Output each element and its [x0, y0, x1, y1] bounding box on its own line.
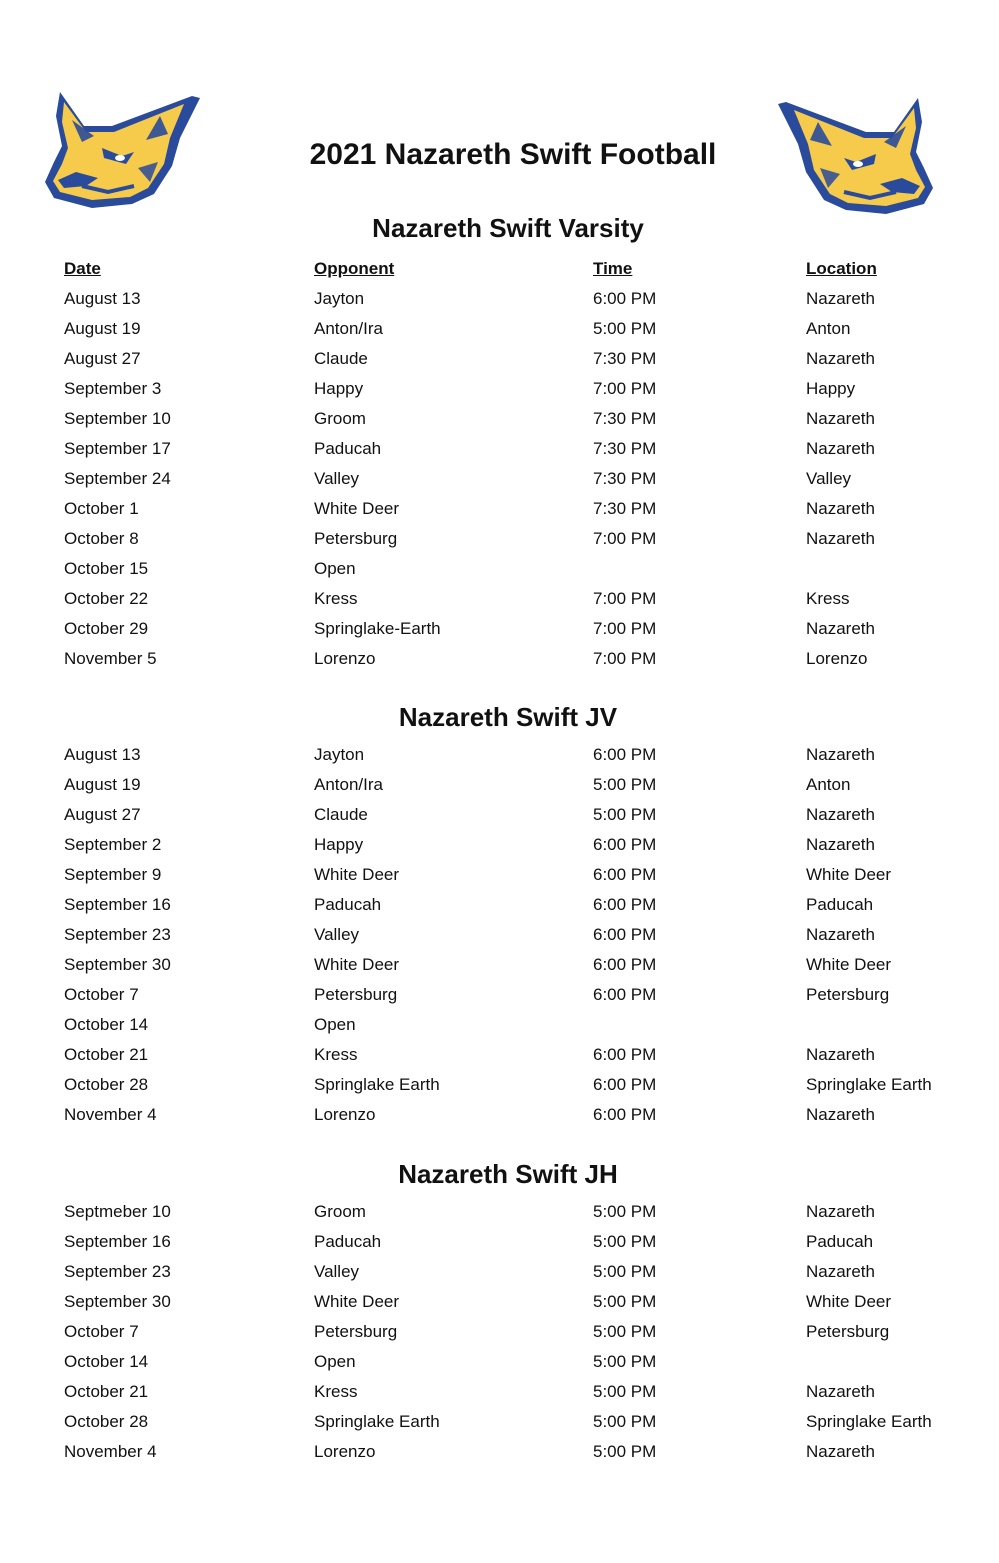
table-row	[0, 1287, 999, 1317]
table-row	[0, 1347, 999, 1377]
game-time: 6:00 PM	[593, 865, 657, 884]
game-opponent: Springlake Earth	[314, 1075, 440, 1094]
game-opponent: Claude	[314, 349, 368, 368]
game-date: Septmeber 10	[64, 1202, 171, 1221]
table-row	[0, 1070, 999, 1100]
game-time: 5:00 PM	[593, 805, 657, 824]
game-opponent: Paducah	[314, 1232, 382, 1251]
game-location: Nazareth	[806, 745, 875, 764]
table-row	[0, 614, 999, 644]
game-date: October 14	[64, 1352, 149, 1371]
game-time: 5:00 PM	[593, 1322, 657, 1341]
game-opponent: Lorenzo	[314, 1105, 376, 1124]
game-date: October 7	[64, 1322, 139, 1341]
game-location: Kress	[806, 589, 850, 608]
game-date: October 15	[64, 559, 149, 578]
game-date: October 22	[64, 589, 149, 608]
table-row	[0, 1437, 999, 1467]
game-opponent: Paducah	[314, 895, 382, 914]
table-row	[0, 1257, 999, 1287]
table-row	[0, 1407, 999, 1437]
game-location: Anton	[806, 319, 851, 338]
column-header-location: Location	[806, 259, 877, 278]
table-row	[0, 740, 999, 770]
table-row	[0, 1040, 999, 1070]
game-time: 6:00 PM	[593, 1105, 657, 1124]
game-location: Nazareth	[806, 289, 875, 308]
game-opponent: Lorenzo	[314, 1442, 376, 1461]
game-date: September 24	[64, 469, 171, 488]
game-time: 6:00 PM	[593, 1075, 657, 1094]
section-title-jh: Nazareth Swift JH	[398, 1159, 618, 1189]
game-location: White Deer	[806, 1292, 892, 1311]
table-row	[0, 584, 999, 614]
game-time: 7:00 PM	[593, 379, 657, 398]
game-date: August 19	[64, 775, 141, 794]
game-opponent: White Deer	[314, 499, 400, 518]
game-location: Nazareth	[806, 1202, 875, 1221]
game-time: 5:00 PM	[593, 1442, 657, 1461]
column-header-opponent: Opponent	[314, 259, 395, 278]
table-row	[0, 1197, 999, 1227]
game-time: 6:00 PM	[593, 835, 657, 854]
table-row	[0, 434, 999, 464]
game-date: September 10	[64, 409, 171, 428]
game-date: October 21	[64, 1382, 149, 1401]
game-time: 7:30 PM	[593, 499, 657, 518]
game-date: September 16	[64, 1232, 171, 1251]
game-opponent: Groom	[314, 409, 366, 428]
game-opponent: Jayton	[314, 745, 365, 764]
game-date: October 21	[64, 1045, 149, 1064]
game-time: 6:00 PM	[593, 925, 657, 944]
game-opponent: Anton/Ira	[314, 775, 383, 794]
column-header-time: Time	[593, 259, 633, 278]
game-opponent: Springlake Earth	[314, 1412, 440, 1431]
table-row	[0, 644, 999, 674]
game-opponent: Claude	[314, 805, 368, 824]
game-time: 7:00 PM	[593, 619, 657, 638]
game-opponent: Lorenzo	[314, 649, 376, 668]
game-location: Nazareth	[806, 925, 875, 944]
game-time: 7:30 PM	[593, 349, 657, 368]
game-location: Paducah	[806, 895, 874, 914]
game-location: White Deer	[806, 865, 892, 884]
game-opponent: Happy	[314, 379, 364, 398]
game-date: September 30	[64, 1292, 171, 1311]
game-date: October 7	[64, 985, 139, 1004]
game-location: Nazareth	[806, 409, 875, 428]
table-row	[0, 284, 999, 314]
game-time: 5:00 PM	[593, 1232, 657, 1251]
table-header	[0, 254, 999, 284]
game-location: Lorenzo	[806, 649, 868, 668]
table-row	[0, 524, 999, 554]
game-time: 6:00 PM	[593, 955, 657, 974]
game-date: October 14	[64, 1015, 149, 1034]
game-opponent: White Deer	[314, 955, 400, 974]
game-location: Happy	[806, 379, 856, 398]
game-time: 5:00 PM	[593, 1412, 657, 1431]
game-opponent: Valley	[314, 469, 360, 488]
game-time: 6:00 PM	[593, 745, 657, 764]
game-time: 6:00 PM	[593, 289, 657, 308]
game-time: 5:00 PM	[593, 1292, 657, 1311]
game-date: August 13	[64, 289, 141, 308]
game-location: Nazareth	[806, 619, 875, 638]
table-row	[0, 494, 999, 524]
game-location: Nazareth	[806, 529, 875, 548]
table-row	[0, 980, 999, 1010]
game-time: 7:30 PM	[593, 439, 657, 458]
game-date: September 16	[64, 895, 171, 914]
table-row	[0, 950, 999, 980]
game-date: August 27	[64, 349, 141, 368]
game-location: Springlake Earth	[806, 1075, 932, 1094]
table-row	[0, 1010, 999, 1040]
game-date: October 28	[64, 1075, 149, 1094]
game-opponent: Anton/Ira	[314, 319, 383, 338]
game-date: November 5	[64, 649, 157, 668]
game-opponent: Groom	[314, 1202, 366, 1221]
game-opponent: Petersburg	[314, 529, 398, 548]
game-location: Petersburg	[806, 985, 890, 1004]
game-location: Nazareth	[806, 439, 875, 458]
table-row	[0, 920, 999, 950]
game-opponent: Open	[314, 1015, 356, 1034]
column-header-date: Date	[64, 259, 101, 278]
table-row	[0, 464, 999, 494]
game-opponent: White Deer	[314, 1292, 400, 1311]
game-date: October 8	[64, 529, 139, 548]
game-opponent: Happy	[314, 835, 364, 854]
section-title-jv: Nazareth Swift JV	[398, 702, 618, 732]
game-time: 7:30 PM	[593, 409, 657, 428]
game-time: 7:00 PM	[593, 589, 657, 608]
game-opponent: Open	[314, 1352, 356, 1371]
table-row	[0, 1227, 999, 1257]
table-row	[0, 344, 999, 374]
game-time: 6:00 PM	[593, 1045, 657, 1064]
game-opponent: Jayton	[314, 289, 365, 308]
game-location: Anton	[806, 775, 851, 794]
game-date: September 9	[64, 865, 162, 884]
table-row	[0, 890, 999, 920]
game-date: November 4	[64, 1442, 157, 1461]
game-opponent: Springlake-Earth	[314, 619, 441, 638]
game-opponent: Open	[314, 559, 356, 578]
table-row	[0, 554, 999, 584]
game-location: Nazareth	[806, 1442, 875, 1461]
game-date: October 29	[64, 619, 149, 638]
game-opponent: Kress	[314, 1045, 358, 1064]
table-row	[0, 1377, 999, 1407]
game-time: 7:30 PM	[593, 469, 657, 488]
game-location: Nazareth	[806, 1045, 875, 1064]
game-date: September 17	[64, 439, 171, 458]
game-date: September 30	[64, 955, 171, 974]
game-location: White Deer	[806, 955, 892, 974]
game-location: Nazareth	[806, 1105, 875, 1124]
game-date: August 19	[64, 319, 141, 338]
game-location: Petersburg	[806, 1322, 890, 1341]
game-location: Nazareth	[806, 1382, 875, 1401]
game-time: 7:00 PM	[593, 649, 657, 668]
table-row	[0, 860, 999, 890]
game-time: 6:00 PM	[593, 895, 657, 914]
game-opponent: Kress	[314, 589, 358, 608]
game-date: August 27	[64, 805, 141, 824]
game-date: September 23	[64, 925, 171, 944]
game-time: 5:00 PM	[593, 319, 657, 338]
game-date: September 23	[64, 1262, 171, 1281]
game-date: November 4	[64, 1105, 157, 1124]
game-opponent: Petersburg	[314, 985, 398, 1004]
table-row	[0, 374, 999, 404]
game-opponent: White Deer	[314, 865, 400, 884]
game-date: October 1	[64, 499, 139, 518]
game-location: Valley	[806, 469, 852, 488]
game-location: Springlake Earth	[806, 1412, 932, 1431]
game-time: 5:00 PM	[593, 1352, 657, 1371]
game-opponent: Petersburg	[314, 1322, 398, 1341]
game-time: 5:00 PM	[593, 1262, 657, 1281]
game-time: 5:00 PM	[593, 775, 657, 794]
game-time: 5:00 PM	[593, 1382, 657, 1401]
game-location: Nazareth	[806, 805, 875, 824]
game-time: 6:00 PM	[593, 985, 657, 1004]
game-time: 7:00 PM	[593, 529, 657, 548]
game-opponent: Kress	[314, 1382, 358, 1401]
game-opponent: Valley	[314, 925, 360, 944]
game-opponent: Valley	[314, 1262, 360, 1281]
table-row	[0, 800, 999, 830]
table-row	[0, 1100, 999, 1130]
table-row	[0, 830, 999, 860]
page-title: 2021 Nazareth Swift Football	[309, 138, 717, 171]
game-location: Nazareth	[806, 835, 875, 854]
table-row	[0, 1317, 999, 1347]
game-date: October 28	[64, 1412, 149, 1431]
game-date: September 2	[64, 835, 162, 854]
game-opponent: Paducah	[314, 439, 382, 458]
table-row	[0, 770, 999, 800]
table-row	[0, 404, 999, 434]
game-date: August 13	[64, 745, 141, 764]
game-location: Nazareth	[806, 499, 875, 518]
game-location: Nazareth	[806, 1262, 875, 1281]
game-date: September 3	[64, 379, 162, 398]
section-title-varsity: Nazareth Swift Varsity	[372, 213, 644, 243]
game-location: Nazareth	[806, 349, 875, 368]
game-time: 5:00 PM	[593, 1202, 657, 1221]
table-row	[0, 314, 999, 344]
game-location: Paducah	[806, 1232, 874, 1251]
